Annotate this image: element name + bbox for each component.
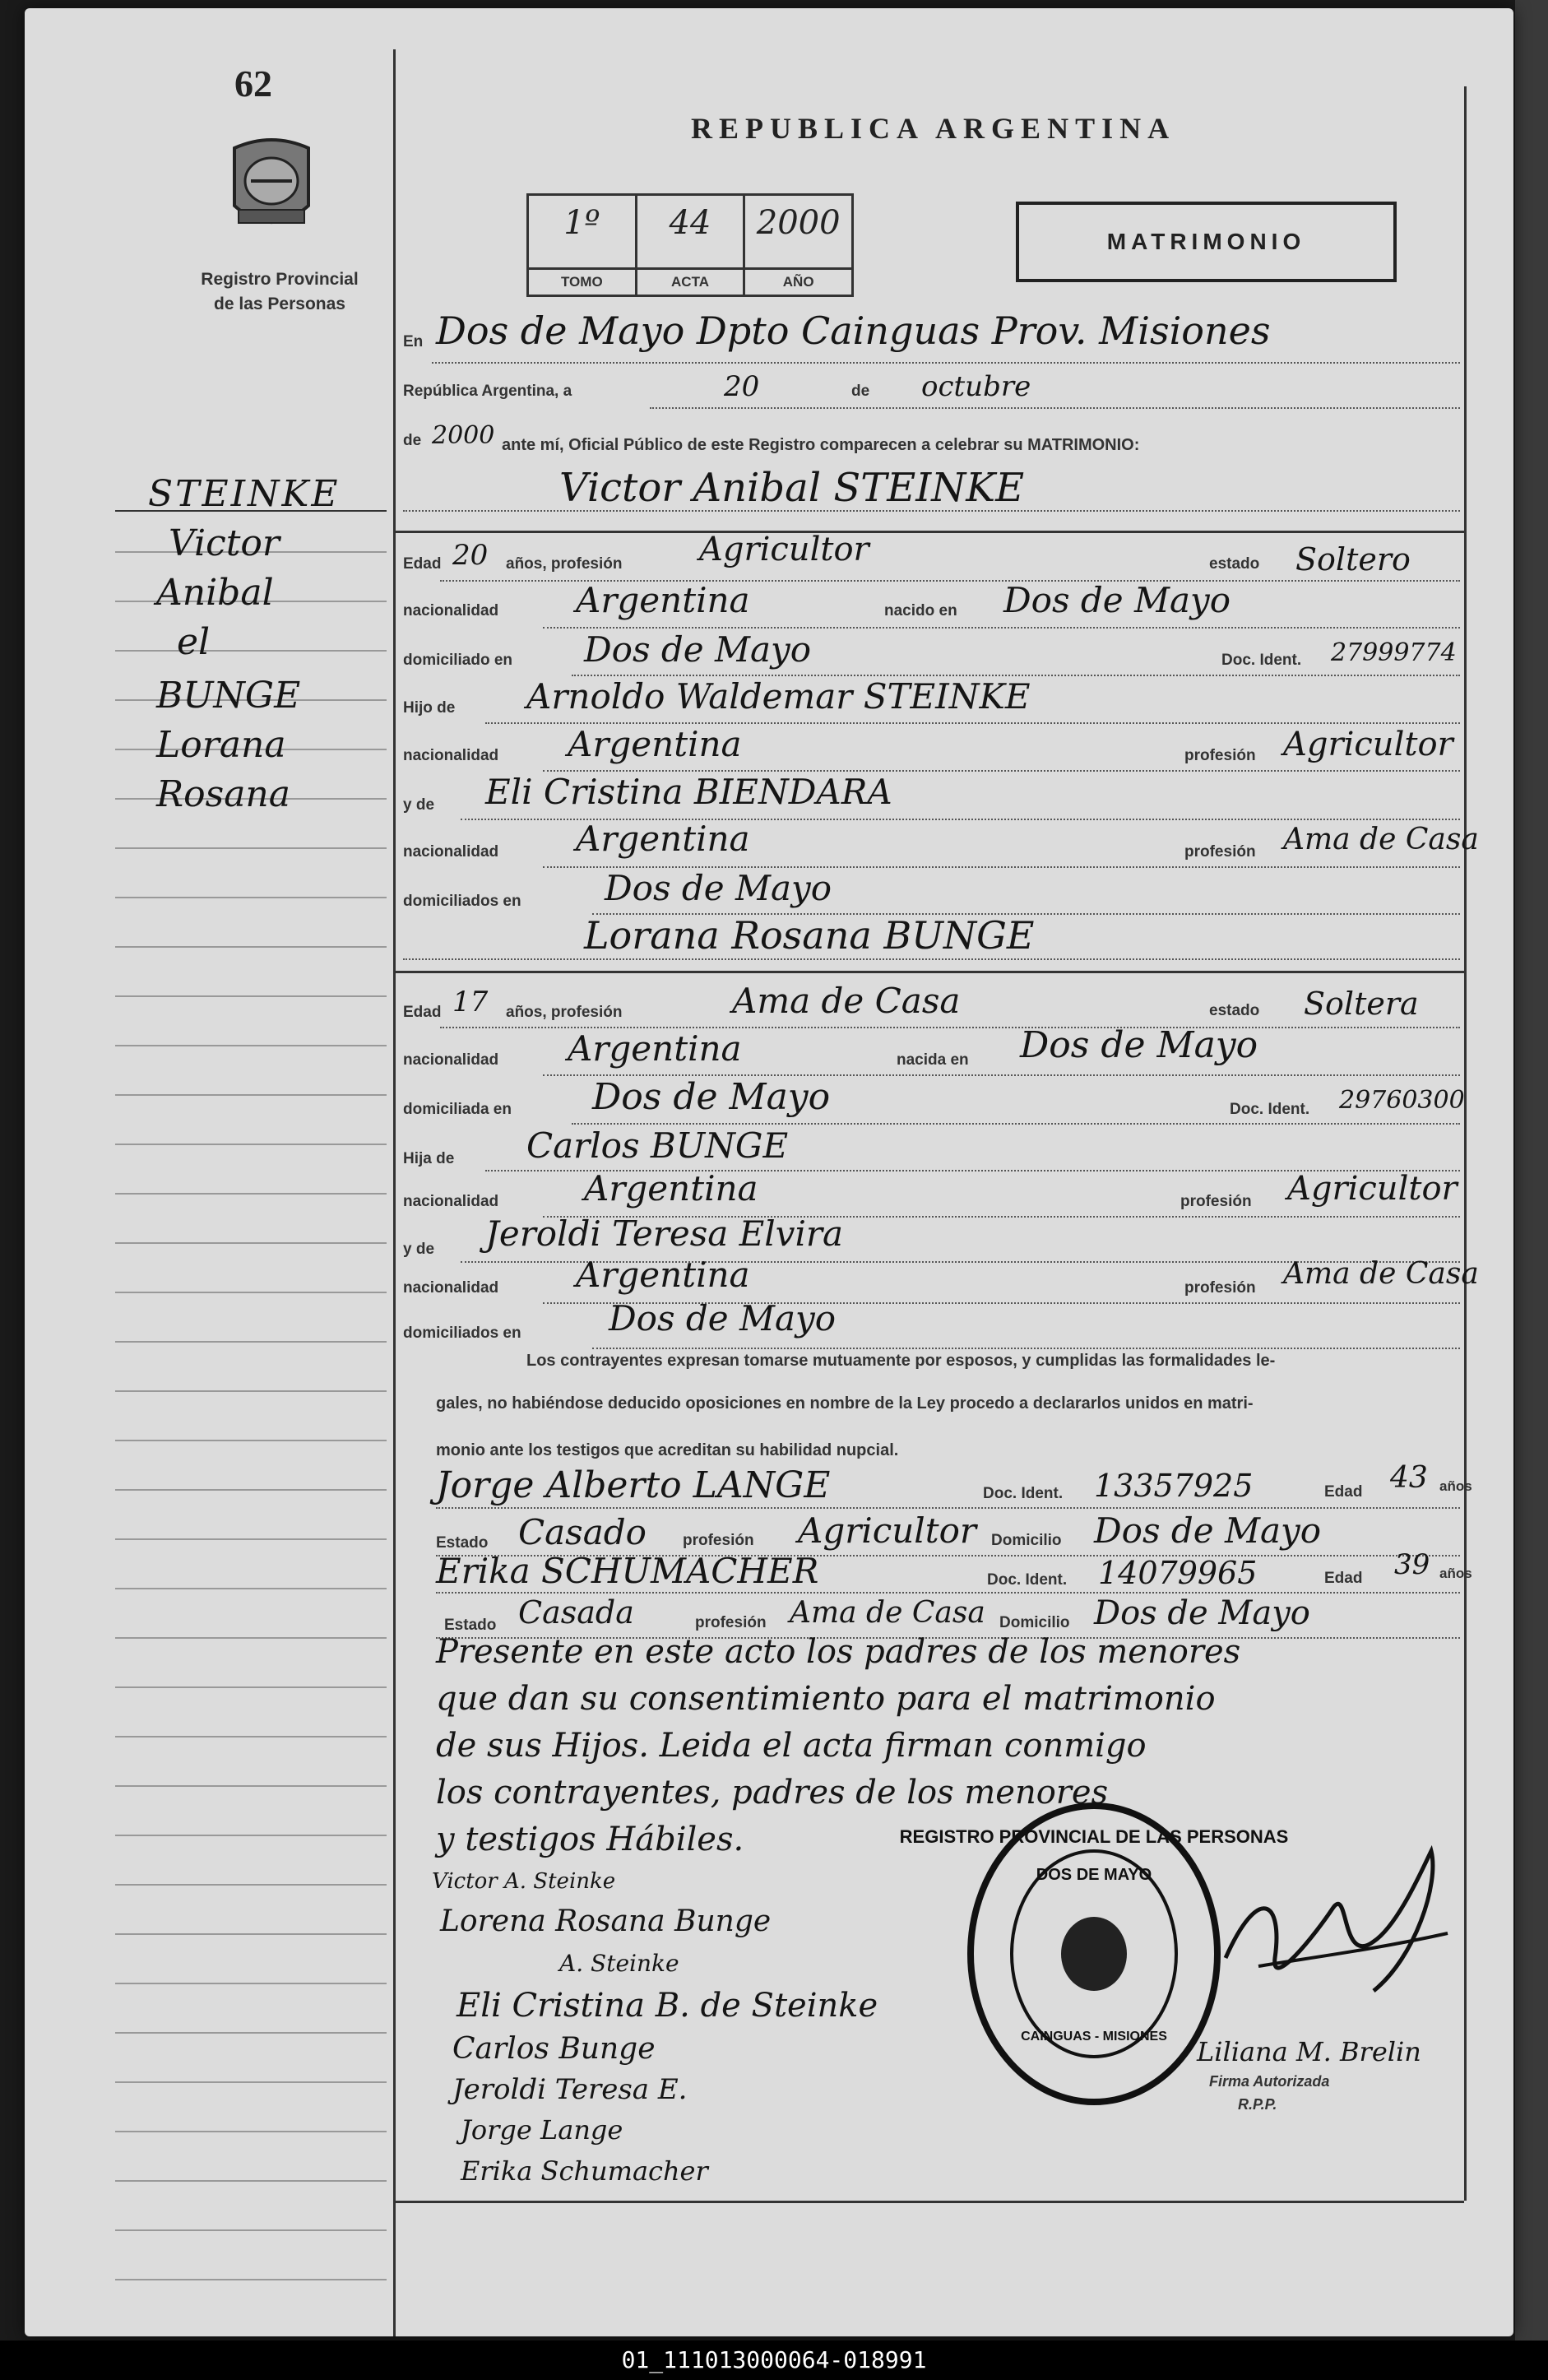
groom-mother-prof: Ama de Casa xyxy=(1283,823,1479,856)
signature-witness2: Erika Schumacher xyxy=(461,2155,708,2187)
official-name: Liliana M. Brelin xyxy=(1197,2036,1421,2067)
bride-nationality: Argentina xyxy=(568,1028,742,1069)
witness2-doc-label: Doc. Ident. xyxy=(987,1571,1068,1589)
bottom-rule xyxy=(395,2201,1464,2203)
bride-row3-rule xyxy=(572,1123,1460,1125)
witness1-doc: 13357925 xyxy=(1094,1468,1254,1504)
ano-label: AÑO xyxy=(745,267,851,295)
signature-bride-mother: Jeroldi Teresa E. xyxy=(452,2073,688,2106)
bride-birthplace: Dos de Mayo xyxy=(1020,1024,1258,1066)
groom-parents-addr-label: domiciliados en xyxy=(403,893,521,910)
margin-name-5: Lorana xyxy=(156,724,286,766)
bride-nacionalidad-label: nacionalidad xyxy=(403,1051,499,1069)
stamp-sub: CAINGUAS - MISIONES xyxy=(1021,2030,1167,2044)
bride-yde-label: y de xyxy=(403,1241,435,1258)
place-rule xyxy=(432,362,1460,364)
signature-groom-father: A. Steinke xyxy=(559,1950,679,1977)
official-title: Firma Autorizada xyxy=(1209,2073,1330,2090)
bride-edad-label: Edad xyxy=(403,1004,442,1021)
bride-father: Carlos BUNGE xyxy=(526,1125,789,1166)
legal-line-3: monio ante los testigos que acreditan su habilidad nupcial. xyxy=(436,1441,899,1459)
groom-doc: 27999774 xyxy=(1331,638,1457,667)
bride-civil-status: Soltera xyxy=(1304,986,1419,1022)
groom-domicilio-label: domiciliado en xyxy=(403,652,513,669)
groom-yde-label: y de xyxy=(403,796,435,814)
footer-image-id: 01_111013000064-018991 xyxy=(0,2341,1548,2380)
witness2-estado-label: Estado xyxy=(444,1617,497,1634)
groom-mother-prof-label: profesión xyxy=(1184,843,1256,861)
note-line-1: Presente en este acto los padres de los menores xyxy=(436,1633,1241,1671)
bride-father-prof: Agricultor xyxy=(1287,1170,1458,1208)
witness1-age: 43 xyxy=(1390,1461,1428,1495)
record-number-box xyxy=(526,193,854,297)
stamp-text: REGISTRO PROVINCIAL DE LAS PERSONAS xyxy=(899,1826,1289,1847)
margin-surname-bride: BUNGE xyxy=(156,675,301,717)
groom-mother-nat-label: nacionalidad xyxy=(403,843,499,861)
official-office: R.P.P. xyxy=(1238,2096,1277,2113)
acta-label: ACTA xyxy=(637,267,744,295)
groom-birthplace: Dos de Mayo xyxy=(1003,580,1231,620)
signature-bride-father: Carlos Bunge xyxy=(452,2032,656,2066)
groom-nationality: Argentina xyxy=(576,580,750,620)
bride-doc-label: Doc. Ident. xyxy=(1230,1101,1310,1118)
registry-title xyxy=(173,267,387,317)
tomo-label: TOMO xyxy=(529,267,635,295)
bride-profession: Ama de Casa xyxy=(732,981,961,1021)
en-label: En xyxy=(403,333,424,350)
witness2-name: Erika SCHUMACHER xyxy=(436,1551,819,1591)
witness1-estado-label: Estado xyxy=(436,1534,489,1552)
bride-estado-label: estado xyxy=(1209,1002,1260,1019)
act-type-box: MATRIMONIO xyxy=(1016,202,1397,282)
bride-address: Dos de Mayo xyxy=(592,1076,831,1118)
acta-cell xyxy=(637,196,746,295)
signature-witness1: Jorge Lange xyxy=(461,2114,623,2146)
witness2-edad-label: Edad xyxy=(1324,1570,1363,1587)
groom-father-prof-label: profesión xyxy=(1184,747,1256,764)
signature-groom-mother: Eli Cristina B. de Steinke xyxy=(457,1987,878,2025)
tomo-cell xyxy=(529,196,637,295)
witness2-doc: 14079965 xyxy=(1098,1555,1258,1591)
groom-age: 20 xyxy=(452,539,489,572)
bride-father-nat: Argentina xyxy=(584,1168,758,1209)
year-de-label: de xyxy=(403,432,422,449)
witness2-address: Dos de Mayo xyxy=(1094,1594,1310,1632)
signature-groom: Victor A. Steinke xyxy=(432,1869,616,1894)
groom-nacionalidad-label: nacionalidad xyxy=(403,602,499,619)
registry-line-1: Registro Provincial xyxy=(201,270,359,289)
right-border xyxy=(1464,86,1467,2201)
page-number: 62 xyxy=(234,63,272,104)
bride-row8-rule xyxy=(592,1348,1460,1349)
bride-section-rule xyxy=(395,971,1464,973)
bride-age: 17 xyxy=(452,986,489,1018)
page-title: REPUBLICA ARGENTINA xyxy=(691,112,1176,145)
coat-of-arms-icon xyxy=(218,132,325,239)
groom-doc-label: Doc. Ident. xyxy=(1221,652,1302,669)
witness1-name: Jorge Alberto LANGE xyxy=(436,1464,831,1506)
margin-name-2: Anibal xyxy=(156,572,274,614)
note-line-3: de sus Hijos. Leida el acta firman conmigo xyxy=(436,1727,1147,1765)
groom-mother: Eli Cristina BIENDARA xyxy=(485,772,892,812)
margin-name-1: Victor xyxy=(169,522,280,564)
groom-father-nat: Argentina xyxy=(568,724,742,764)
date-rule xyxy=(650,407,1460,409)
ano-value: 2000 xyxy=(756,204,841,242)
margin-surname-groom: STEINKE xyxy=(148,473,341,515)
witness2-profesion-label: profesión xyxy=(695,1614,767,1631)
bride-nacida-label: nacida en xyxy=(897,1051,969,1069)
groom-parents-addr: Dos de Mayo xyxy=(605,868,832,908)
stamp-place: DOS DE MAYO xyxy=(1036,1866,1152,1884)
witness1-profesion-label: profesión xyxy=(683,1532,754,1549)
witness1-address: Dos de Mayo xyxy=(1094,1510,1322,1551)
witness1-doc-label: Doc. Ident. xyxy=(983,1485,1064,1502)
year-value: 2000 xyxy=(432,421,495,450)
register-page xyxy=(25,8,1513,2336)
signature-bride: Lorena Rosana Bunge xyxy=(440,1904,772,1938)
witness2-row1-rule xyxy=(436,1592,1460,1594)
note-line-4: los contrayentes, padres de los menores xyxy=(436,1774,1109,1812)
groom-estado-label: estado xyxy=(1209,555,1260,573)
registry-line-2: de las Personas xyxy=(214,295,345,313)
day-value: 20 xyxy=(724,370,760,403)
groom-father-prof: Agricultor xyxy=(1283,726,1453,763)
background-edge xyxy=(1515,0,1548,2380)
bride-mother-prof-label: profesión xyxy=(1184,1279,1256,1297)
groom-address: Dos de Mayo xyxy=(584,629,812,670)
witness1-anos-label: años xyxy=(1439,1478,1472,1494)
acta-value: 44 xyxy=(669,204,711,242)
witness2-civil-status: Casada xyxy=(518,1594,634,1631)
note-line-5: y testigos Hábiles. xyxy=(436,1821,744,1858)
bride-name: Lorana Rosana BUNGE xyxy=(584,913,1035,958)
bride-hija-label: Hija de xyxy=(403,1150,455,1167)
margin-conjunction: el xyxy=(177,621,211,663)
formula-text: ante mí, Oficial Público de este Registro comparecen a celebrar su MATRIMONIO: xyxy=(502,436,1140,454)
bride-mother-nat-label: nacionalidad xyxy=(403,1279,499,1297)
witness2-age: 39 xyxy=(1394,1548,1430,1581)
bride-mother: Jeroldi Teresa Elvira xyxy=(485,1213,844,1254)
margin-divider xyxy=(393,49,396,2336)
bride-father-prof-label: profesión xyxy=(1180,1193,1252,1210)
groom-civil-status: Soltero xyxy=(1295,541,1411,578)
witness1-domicilio-label: Domicilio xyxy=(991,1532,1062,1549)
groom-edad-label: Edad xyxy=(403,555,442,573)
groom-hijo-label: Hijo de xyxy=(403,699,456,717)
legal-line-2: gales, no habiéndose deducido oposiciones en nombre de la Ley procedo a declararlos unidos en matri- xyxy=(436,1394,1254,1413)
month-value: octubre xyxy=(921,370,1031,403)
official-signature-icon xyxy=(1209,1835,1464,2016)
republic-label: República Argentina, a xyxy=(403,383,572,400)
groom-name-rule xyxy=(403,510,1460,512)
witness1-profession: Agricultor xyxy=(798,1510,976,1551)
witness2-anos-label: años xyxy=(1439,1566,1472,1581)
de-label: de xyxy=(851,383,870,400)
margin-name-6: Rosana xyxy=(156,773,291,815)
bride-mother-nat: Argentina xyxy=(576,1255,750,1295)
witness2-profession: Ama de Casa xyxy=(790,1596,985,1630)
bride-domicilio-label: domiciliada en xyxy=(403,1101,512,1118)
groom-row2-rule xyxy=(543,627,1460,629)
bride-doc: 29760300 xyxy=(1339,1086,1465,1115)
witness1-row1-rule xyxy=(436,1507,1460,1509)
legal-line-1: Los contrayentes expresan tomarse mutuamente por esposos, y cumplidas las formalidades le- xyxy=(526,1352,1276,1370)
tomo-value: 1º xyxy=(563,204,600,242)
groom-profession: Agricultor xyxy=(699,531,869,568)
groom-mother-nat: Argentina xyxy=(576,819,750,859)
bride-mother-prof: Ama de Casa xyxy=(1283,1257,1479,1291)
note-line-2: que dan su consentimiento para el matrimonio xyxy=(436,1680,1216,1718)
bride-parents-addr-label: domiciliados en xyxy=(403,1325,521,1342)
groom-nacido-label: nacido en xyxy=(884,602,957,619)
bride-name-rule xyxy=(403,958,1460,960)
witness1-edad-label: Edad xyxy=(1324,1483,1363,1501)
bride-father-nat-label: nacionalidad xyxy=(403,1193,499,1210)
ano-cell xyxy=(745,196,851,295)
groom-father: Arnoldo Waldemar STEINKE xyxy=(526,676,1031,717)
groom-name: Victor Anibal STEINKE xyxy=(559,465,1025,511)
groom-father-nat-label: nacionalidad xyxy=(403,747,499,764)
witness1-civil-status: Casado xyxy=(518,1512,647,1552)
bride-parents-addr: Dos de Mayo xyxy=(609,1298,837,1338)
witness2-domicilio-label: Domicilio xyxy=(999,1614,1070,1631)
place-value: Dos de Mayo Dpto Cainguas Prov. Misiones xyxy=(436,309,1271,353)
groom-section-rule xyxy=(395,531,1464,533)
groom-profesion-label: años, profesión xyxy=(506,555,623,573)
bride-profesion-label: años, profesión xyxy=(506,1004,623,1021)
